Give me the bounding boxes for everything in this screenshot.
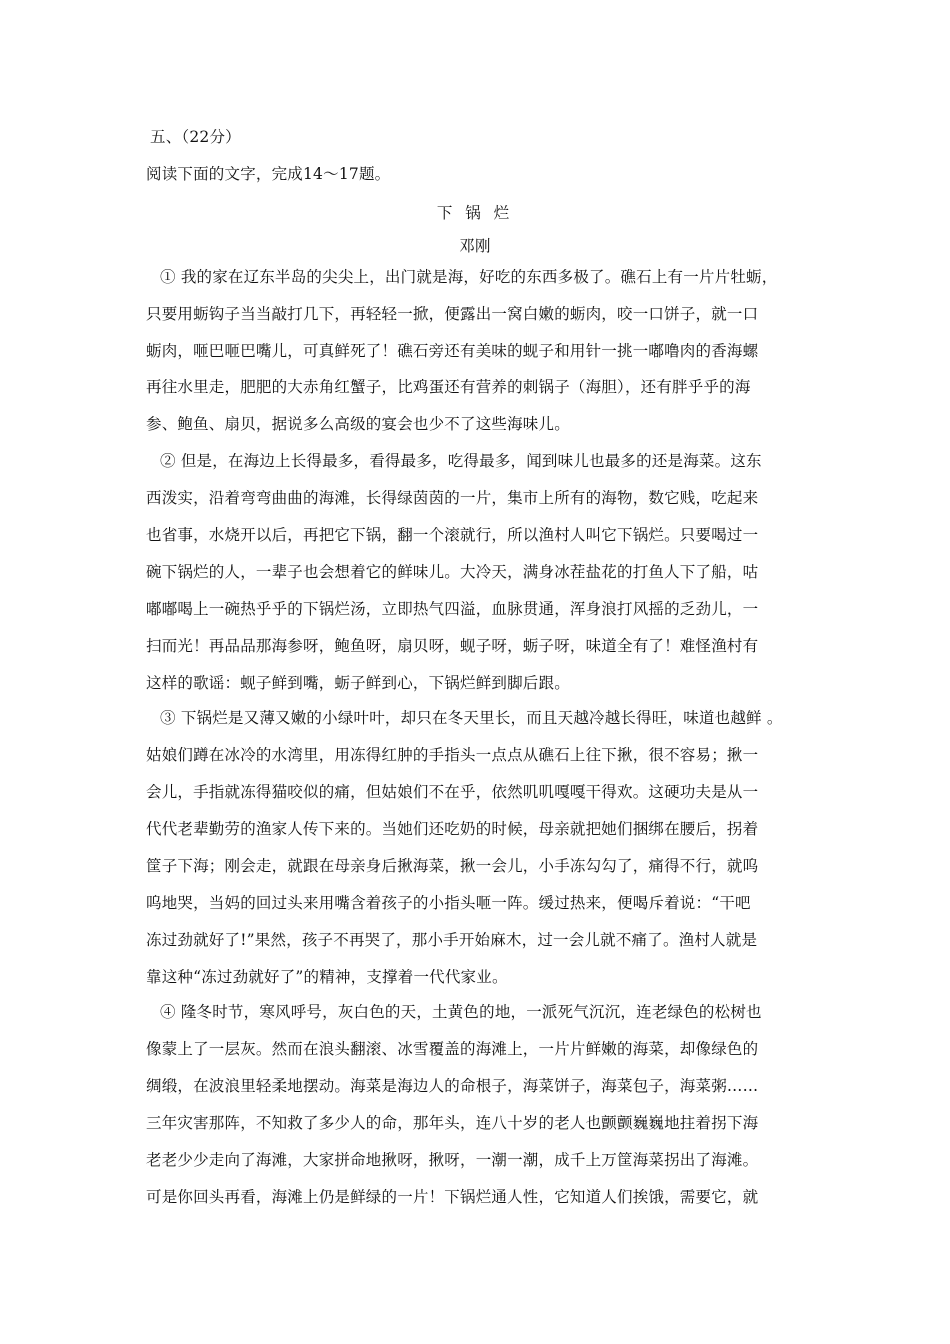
paragraph-line: 绸缎，在波浪里轻柔地摆动。海菜是海边人的命根子，海菜饼子，海菜包子，海菜粥…… [146, 1077, 759, 1095]
paragraph-line: 嘟嘟喝上一碗热乎乎的下锅烂汤，立即热气四溢，血脉贯通，浑身浪打风摇的乏劲儿，一 [146, 600, 759, 618]
paragraph-line: 碗下锅烂的人，一辈子也会想着它的鲜味儿。大冷天，满身冰茬盐花的打鱼人下了船，咕 [146, 563, 759, 581]
paragraph-line: 这样的歌谣：蚬子鲜到嘴，蛎子鲜到心，下锅烂鲜到脚后跟。 [146, 674, 570, 692]
paragraph-line: 像蒙上了一层灰。然而在浪头翻滚、冰雪覆盖的海滩上，一片片鲜嫩的海菜，却像绿色的 [146, 1040, 759, 1058]
paragraph-line: 蛎肉，咂巴咂巴嘴儿，可真鲜死了！礁石旁还有美味的蚬子和用针一挑一嘟噜肉的香海螺 [146, 342, 759, 360]
paragraph-line: 会儿，手指就冻得猫咬似的痛，但姑娘们不在乎，依然叽叽嘎嘎干得欢。这硬功夫是从一 [146, 783, 759, 801]
paragraph-line: 老老少少走向了海滩，大家拼命地揪呀，揪呀，一潮一潮，成千上万筐海菜拐出了海滩。 [146, 1151, 759, 1169]
paragraph-line: 西泼实，沿着弯弯曲曲的海滩，长得绿茵茵的一片，集市上所有的海物，数它贱，吃起来 [146, 489, 759, 507]
paragraph-line: 筐子下海；刚会走，就跟在母亲身后揪海菜，揪一会儿，小手冻勾勾了，痛得不行，就呜 [146, 857, 759, 875]
paragraph-line: 只要用蛎钩子当当敲打几下，再轻轻一掀，便露出一窝白嫩的蛎肉，咬一口饼子，就一口 [146, 305, 759, 323]
paragraph-line: ① 我的家在辽东半岛的尖尖上，出门就是海，好吃的东西多极了。礁石上有一片片牡蛎， [160, 268, 778, 286]
paragraph-line: 也省事，水烧开以后，再把它下锅，翻一个滚就行，所以渔村人叫它下锅烂。只要喝过一 [146, 526, 759, 544]
paragraph-line: 冻过劲就好了!”果然，孩子不再哭了，那小手开始麻木，过一会儿就不痛了。渔村人就是 [146, 931, 758, 949]
paragraph-line: 代代老辈勤劳的渔家人传下来的。当她们还吃奶的时候，母亲就把她们捆绑在腰后，拐着 [146, 820, 759, 838]
paragraph-line: ② 但是，在海边上长得最多，看得最多，吃得最多，闻到味儿也最多的还是海菜。这东 [160, 452, 762, 470]
paragraph-line: 靠这种“冻过劲就好了”的精神，支撑着一代代家业。 [146, 968, 508, 986]
paragraph-line: 三年灾害那阵，不知救了多少人的命，那年头，连八十岁的老人也颤颤巍巍地拄着拐下海 [146, 1114, 759, 1132]
article-title: 下 锅 烂 [436, 204, 514, 222]
paragraph-line: 再往水里走，肥肥的大赤角红蟹子，比鸡蛋还有营养的刺锅子（海胆），还有胖乎乎的海 [146, 378, 751, 396]
paragraph-line: 呜地哭，当妈的回过头来用嘴含着孩子的小指头咂一阵。缓过热来，便喝斥着说：“干吧 [146, 894, 751, 912]
paragraph-line: ③ 下锅烂是又薄又嫩的小绿叶叶，却只在冬天里长，而且天越冷越长得旺，味道也越鲜 。 [160, 709, 783, 727]
paragraph-line: 扫而光！再品品那海参呀，鲍鱼呀，扇贝呀，蚬子呀，蛎子呀，味道全有了！难怪渔村有 [146, 637, 759, 655]
reading-instruction: 阅读下面的文字，完成14～17题。 [146, 165, 391, 183]
paragraph-line: 参、鲍鱼、扇贝，据说多么高级的宴会也少不了这些海味儿。 [146, 415, 570, 433]
paragraph-line: 可是你回头再看，海滩上仍是鲜绿的一片！下锅烂通人性，它知道人们挨饿，需要它，就 [146, 1188, 759, 1206]
paragraph-line: 姑娘们蹲在冰冷的水湾里，用冻得红肿的手指头一点点从礁石上往下揪，很不容易；揪一 [146, 746, 759, 764]
article-author: 邓刚 [459, 237, 491, 255]
paragraph-line: ④ 隆冬时节，寒风呼号，灰白色的天，土黄色的地，一派死气沉沉，连老绿色的松树也 [160, 1003, 762, 1021]
section-heading: 五、（22分） [150, 128, 241, 146]
